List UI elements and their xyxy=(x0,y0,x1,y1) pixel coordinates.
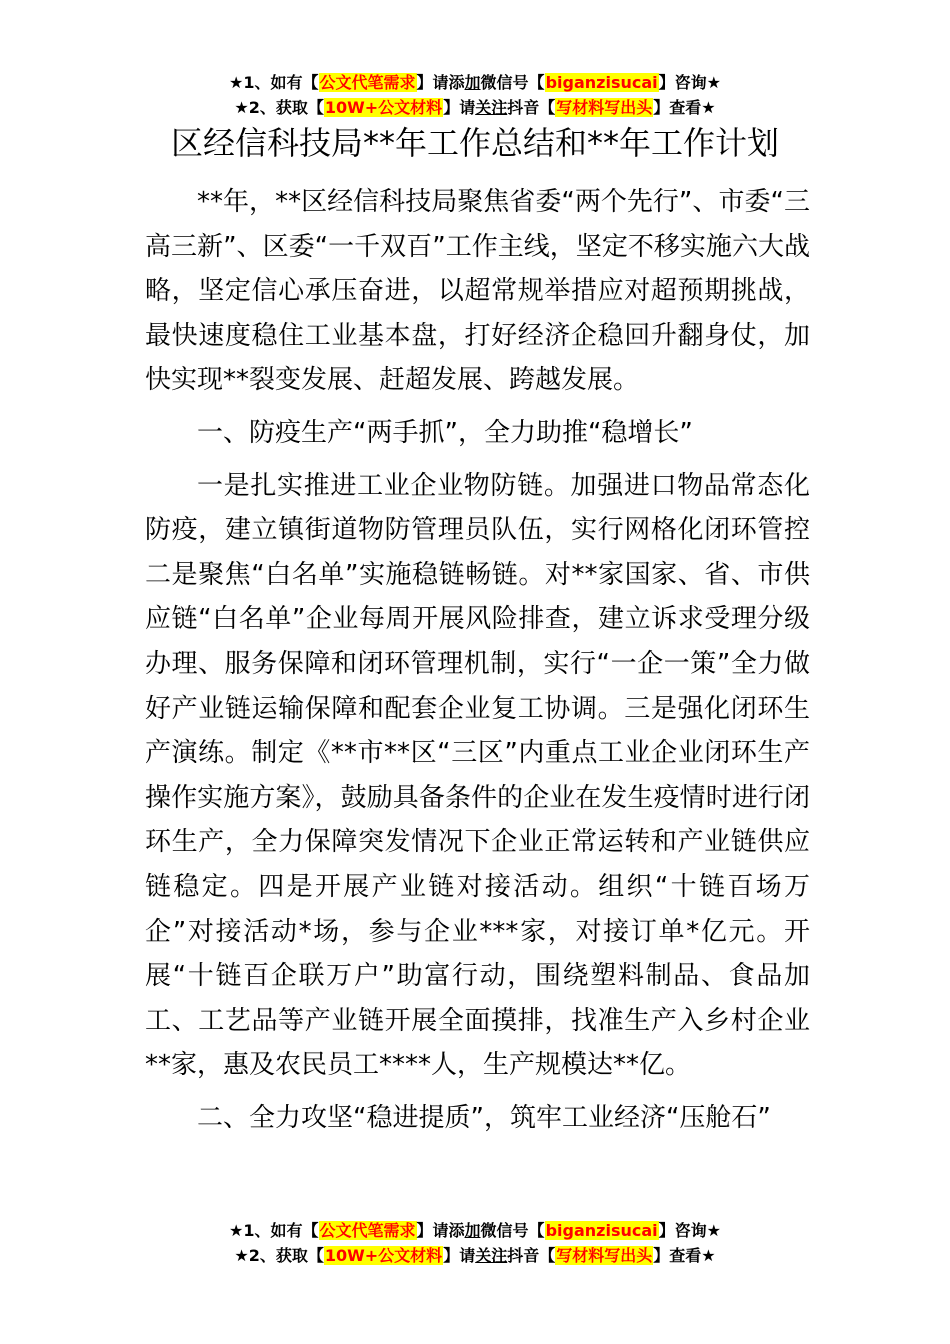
promo-highlight: 公文代笔需求 xyxy=(319,1221,416,1240)
promo-douyin-id: 写材料写出头 xyxy=(556,1246,653,1265)
promo-text: ★2、获取【 xyxy=(234,1246,324,1265)
promo-text: 微信号【 xyxy=(480,73,545,92)
promo-text-underlined: 加 xyxy=(464,1221,481,1240)
promo-douyin-id: 写材料写出头 xyxy=(556,98,653,117)
promo-text: 】查看★ xyxy=(653,1246,716,1265)
promo-text: ★2、获取【 xyxy=(234,98,324,117)
promo-text: 】咨询★ xyxy=(658,73,721,92)
promo-text: 】请 xyxy=(443,1246,476,1265)
promo-banner-bottom xyxy=(0,1218,950,1268)
promo-text-underlined: 关注 xyxy=(475,98,508,117)
paragraph-intro: **年，**区经信科技局聚焦省委“两个先行”、市委“三高三新”、区委“一千双百”工作主线，坚定不移实施六大战略，坚定信心承压奋进，以超常规举措应对超预期挑战，最快速度稳住工业基本盘，打好经济企稳回升翻身仗，加快实现**裂变发展、赶超发展、跨越发展。 xyxy=(145,187,810,396)
promo-text: 微信号【 xyxy=(480,1221,545,1240)
promo-text: 】请 xyxy=(443,98,476,117)
promo-text: ★1、如有【 xyxy=(229,73,319,92)
promo-line-1 xyxy=(0,70,950,95)
promo-text: 抖音【 xyxy=(507,1246,556,1265)
promo-wechat-id: biganzisucai xyxy=(545,73,658,92)
promo-banner-top xyxy=(0,70,950,120)
promo-text-underlined: 加 xyxy=(464,73,481,92)
promo-text-underlined: 关注 xyxy=(475,1246,508,1265)
promo-highlight: 10W+公文材料 xyxy=(324,98,443,117)
section-heading-1: 一、防疫生产“两手抓”，全力助推“稳增长” xyxy=(197,417,693,448)
document-title: 区经信科技局**年工作总结和**年工作计划 xyxy=(170,124,779,162)
promo-highlight: 10W+公文材料 xyxy=(324,1246,443,1265)
promo-text: 】请添 xyxy=(416,1221,465,1240)
promo-text: 】咨询★ xyxy=(658,1221,721,1240)
promo-line-2 xyxy=(0,95,950,120)
paragraph-section-1: 一是扎实推进工业企业物防链。加强进口物品常态化防疫，建立镇街道物防管理员队伍，实行网格化闭环管控二是聚焦“白名单”实施稳链畅链。对**家国家、省、市供应链“白名单”企业每周开展风险排查，建立诉求受理分级办理、服务保障和闭环管理机制，实行“一企一策”全力做好产业链运输保障和配套企业复工协调。三是强化闭环生产演练。制定《**市**区“三区”内重点工业企业闭环生产操作实施方案》，鼓励具备条件的企业在发生疫情时进行闭环生产，全力保障突发情况下企业正常运转和产业链供应链稳定。四是开展产业链对接活动。组织“十链百场万企”对接活动*场，参与企业***家，对接订单*亿元。开展“十链百企联万户”助富行动，围绕塑料制品、食品加工、工艺品等产业链开展全面摸排，找准生产入乡村企业**家，惠及农民员工****人，生产规模达**亿。 xyxy=(145,470,810,1081)
promo-line-1 xyxy=(0,1218,950,1243)
promo-wechat-id: biganzisucai xyxy=(545,1221,658,1240)
section-heading-2: 二、全力攻坚“稳进提质”，筑牢工业经济“压舱石” xyxy=(197,1102,771,1133)
promo-line-2 xyxy=(0,1243,950,1268)
document-body xyxy=(145,180,810,1140)
promo-text: 】查看★ xyxy=(653,98,716,117)
promo-text: 抖音【 xyxy=(507,98,556,117)
promo-text: ★1、如有【 xyxy=(229,1221,319,1240)
promo-text: 】请添 xyxy=(416,73,465,92)
promo-highlight: 公文代笔需求 xyxy=(319,73,416,92)
